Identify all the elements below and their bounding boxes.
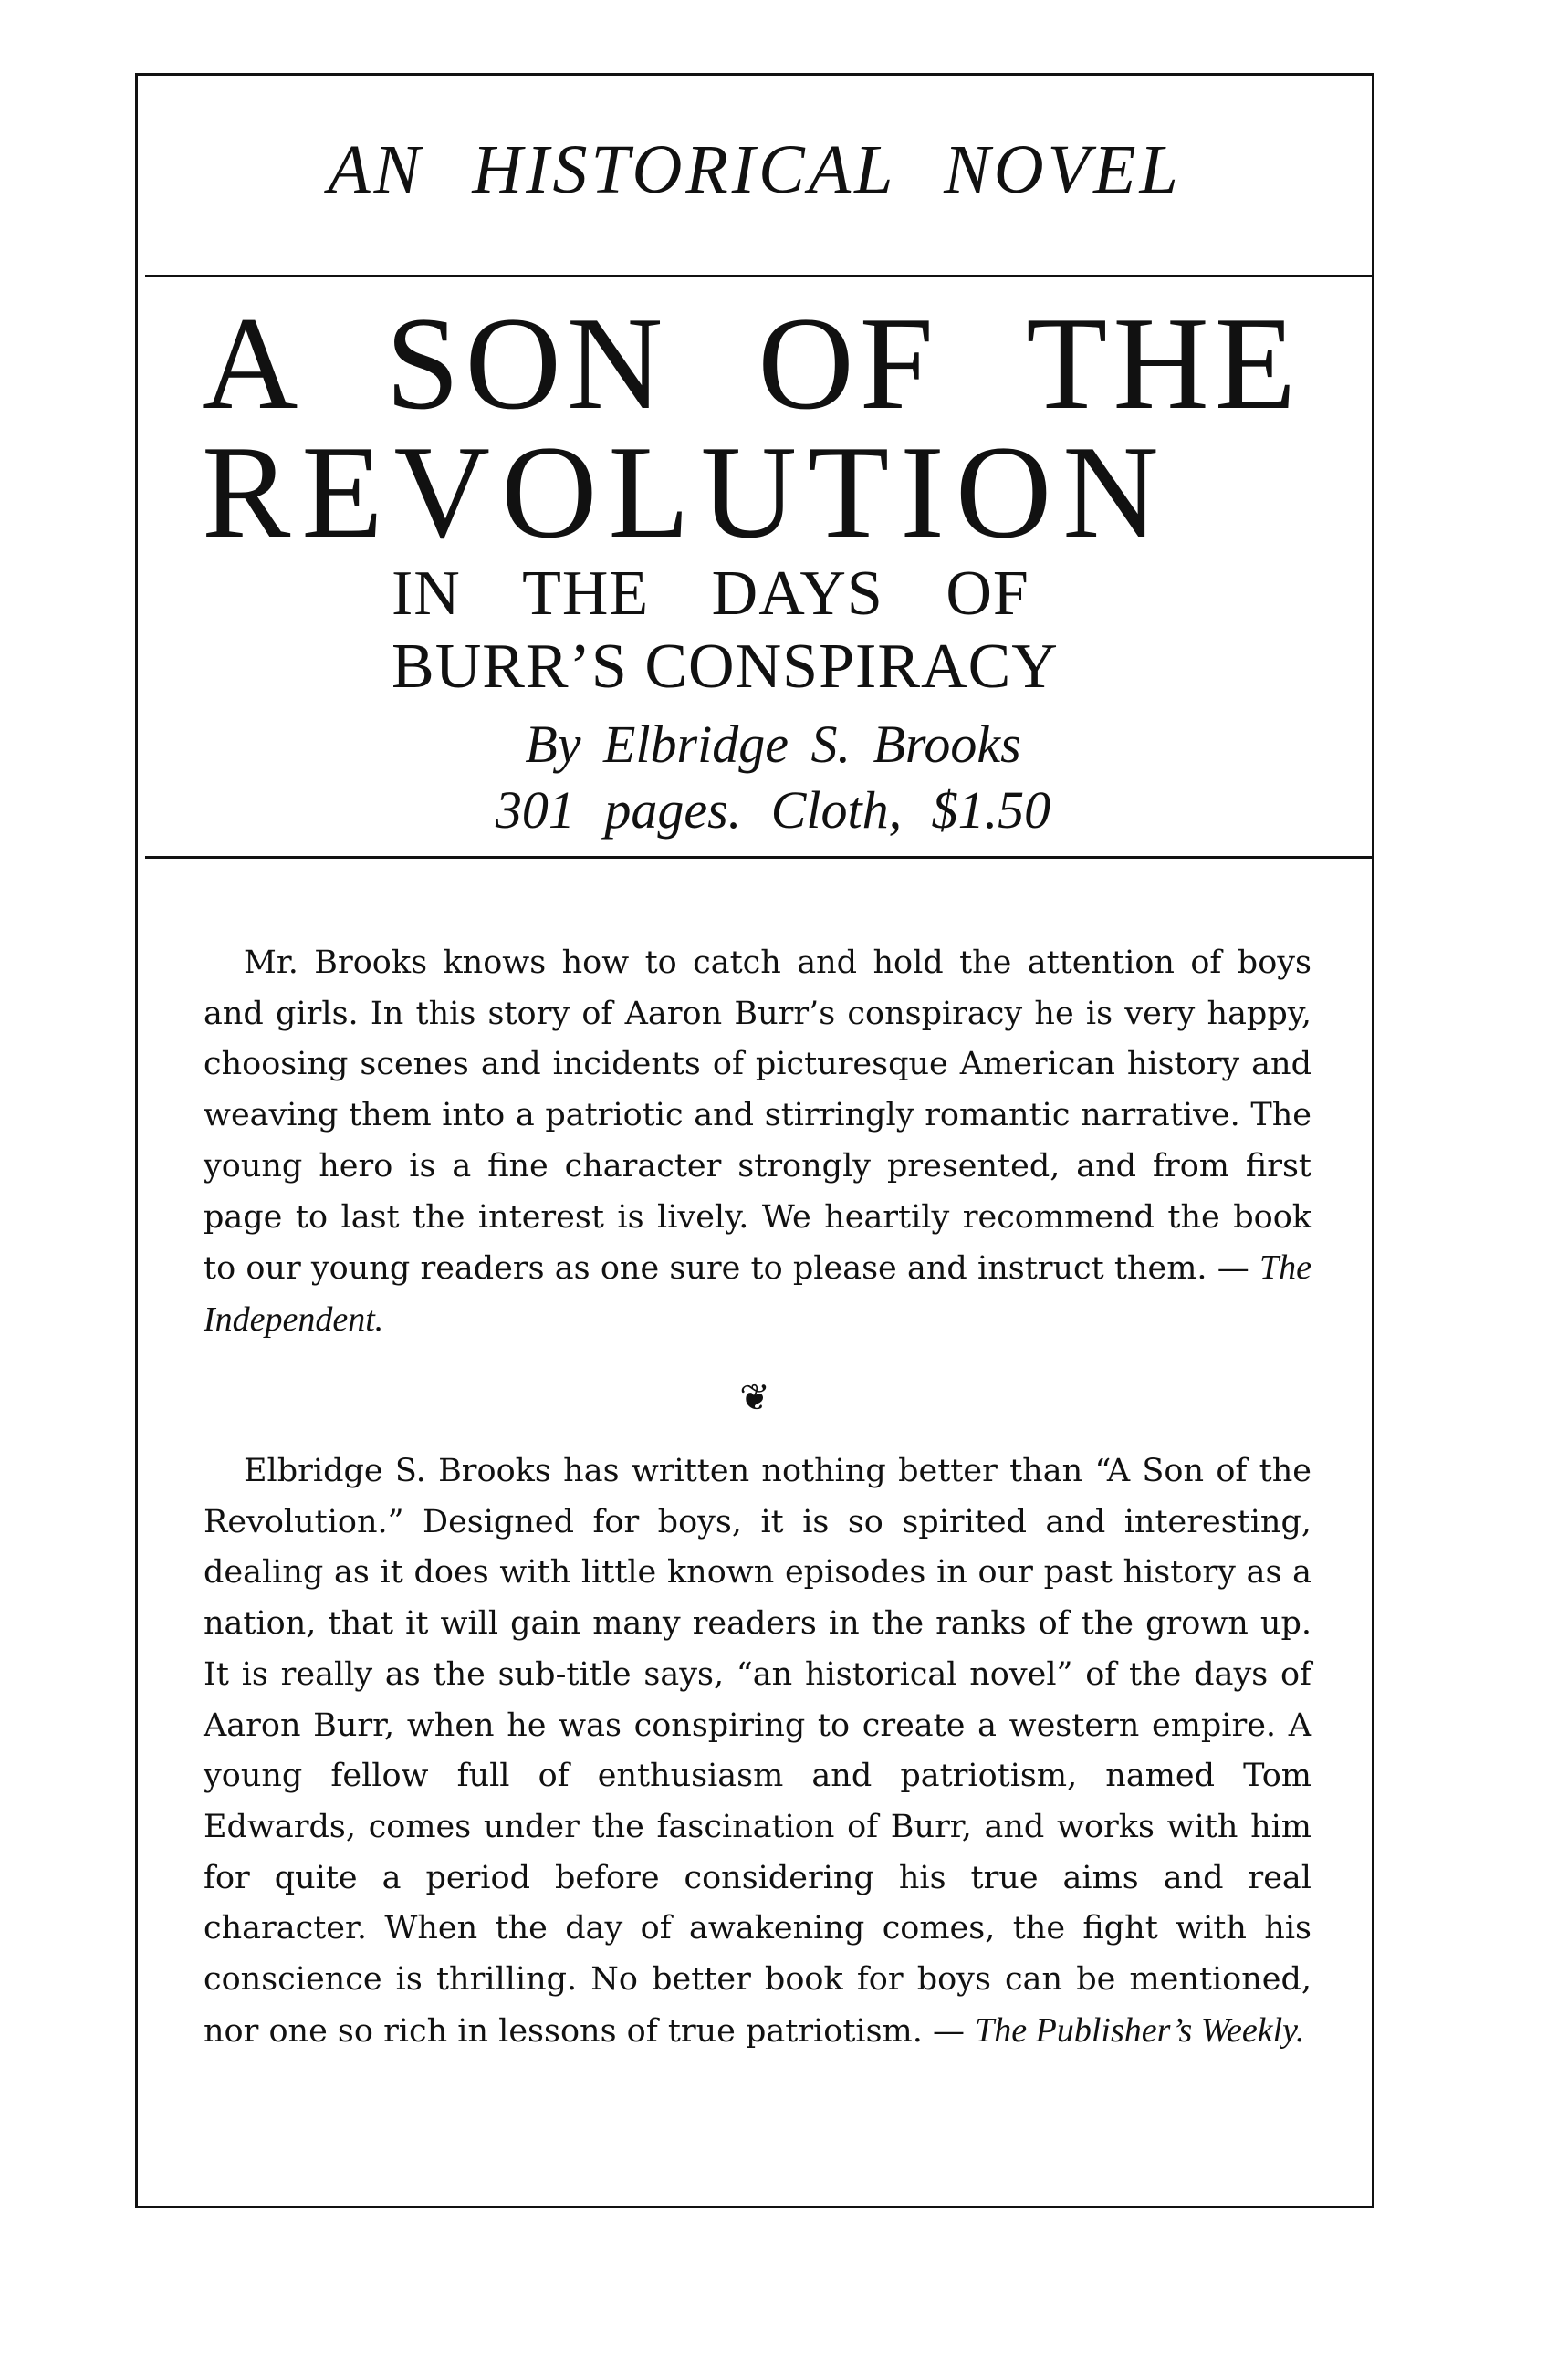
review-text: Mr. Brooks knows how to catch and hold the attention of boys and girls. In this story of Aaron Burr’s conspiracy he is very happy, choosing scenes and incidents of picturesque American history and weaving them into a patriotic and stirringly romantic narrative. The young hero is a fine character strongly presented, and from first page to last the interest is lively. We heartily recommend the book to our young readers as one sure to please and instruct them. — (204, 945, 1311, 1288)
review-independent (204, 938, 1311, 1347)
review-text: Elbridge S. Brooks has written nothing better than “A Son of the Revolution.” Designed for boys, it is so spirited and interesting, dealing as it does with little known episodes in our past history as a nation, that it will gain many readers in the ranks of the grown up. It is really as the sub-title says, “an historical novel” of the days of Aaron Burr, when he was conspiring to create a western empire. A young fellow full of enthusiasm and patriotism, named Tom Edwards, comes under the fascination of Burr, and works with him for quite a period before considering his true aims and real character. When the day of awakening comes, the fight with his conscience is thrilling. No better book for boys can be mentioned, nor one so rich in lessons of true patriotism. — (204, 1453, 1311, 2050)
kicker-heading: AN HISTORICAL NOVEL (328, 131, 1182, 208)
review-source: The Publisher’s Weekly. (975, 2010, 1305, 2050)
review-source: The Independent. (204, 1248, 1311, 1339)
book-title-line-2: REVOLUTION (202, 418, 1170, 566)
leaf-ornament-icon: ❦ (739, 1377, 770, 1419)
book-details: 301 pages. Cloth, $1.50 (495, 780, 1051, 840)
book-subtitle-line-2: BURR’S CONSPIRACY (392, 632, 1059, 702)
review-publishers-weekly (204, 1446, 1311, 2057)
book-title-line-1: A SON OF THE (202, 289, 1301, 437)
book-subtitle-line-1: IN THE DAYS OF (392, 558, 1029, 629)
advertisement-frame (135, 73, 1374, 2208)
top-divider (145, 275, 1372, 277)
author-byline: By Elbridge S. Brooks (525, 715, 1021, 774)
bottom-divider (145, 856, 1372, 859)
